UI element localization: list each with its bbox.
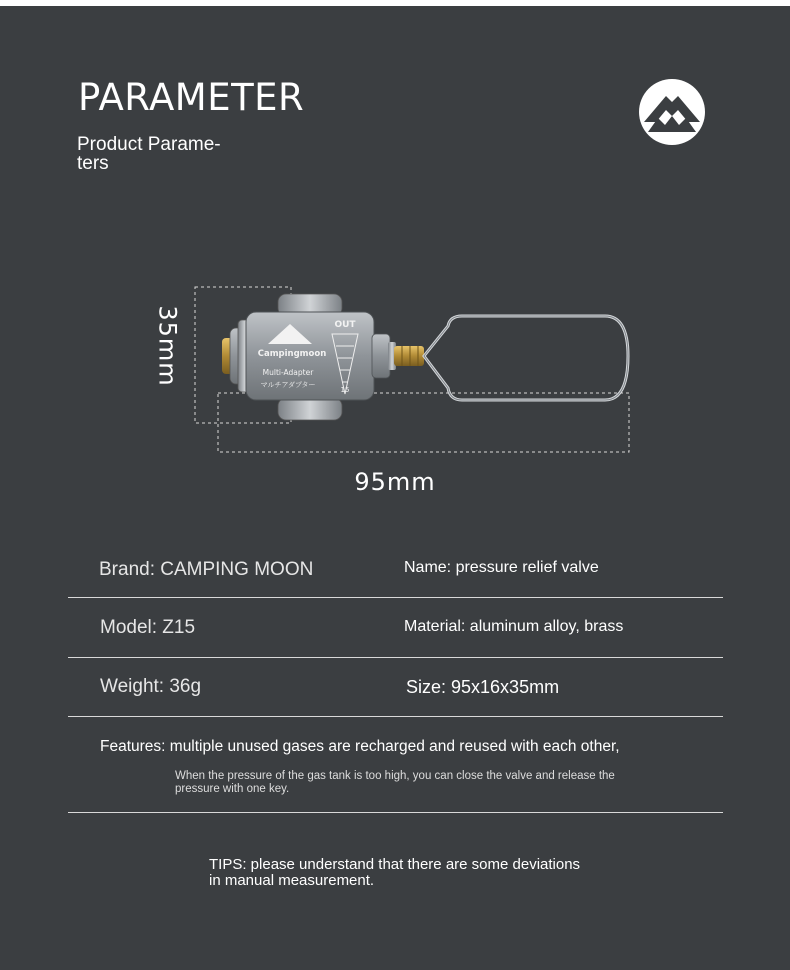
engraving-model: Multi-Adapter (262, 368, 314, 377)
engraving-brand: Campingmoon (257, 349, 327, 359)
mountain-logo-icon (638, 78, 706, 146)
spec-brand: Brand: CAMPING MOON (99, 559, 314, 580)
divider (68, 657, 723, 658)
features-note: When the pressure of the gas tank is too high, you can close the valve and release the pressure with one key. (175, 770, 615, 795)
spec-name: Name: pressure relief valve (404, 559, 599, 576)
page-title: PARAMETER (78, 76, 305, 119)
page-subtitle: Product Parame- ters (77, 134, 221, 174)
divider (68, 597, 723, 598)
spec-material: Material: aluminum alloy, brass (404, 618, 624, 635)
spec-weight: Weight: 36g (100, 676, 202, 697)
divider (68, 716, 723, 717)
tips-text: TIPS: please understand that there are some deviations in manual measurement. (209, 856, 581, 889)
spec-size: Size: 95x16x35mm (406, 677, 560, 697)
width-dimension-label: 95mm (354, 468, 436, 496)
engraving-japanese: マルチアダプター (260, 381, 316, 389)
features-text: Features: multiple unused gases are recharged and reused with each other, (100, 738, 620, 755)
parameter-page (0, 6, 790, 970)
engraving-out: OUT (334, 320, 356, 330)
height-dimension-label: 35mm (154, 305, 183, 387)
divider (68, 812, 723, 813)
spec-model: Model: Z15 (100, 617, 196, 638)
engraving-number: 15 (340, 386, 350, 394)
product-image (150, 276, 650, 466)
